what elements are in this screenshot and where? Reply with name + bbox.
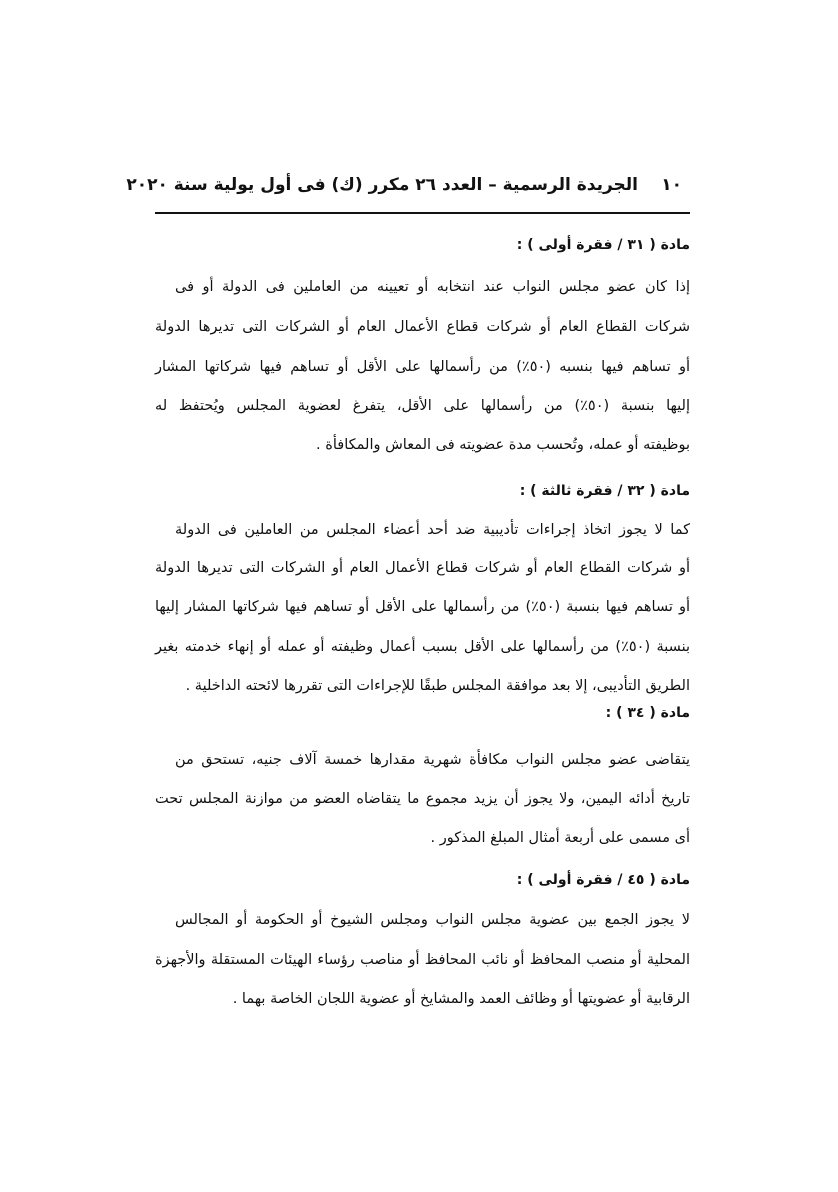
text-line: إذا كان عضو مجلس النواب عند انتخابه أو تعيينه من العاملين فى الدولة أو فى (175, 279, 690, 295)
text-line: بنسبة (٥٠٪) من رأسمالها على الأقل بسبب أعمال وظيفته أو عمله أو إنهاء خدمته بغير (155, 639, 690, 655)
article-heading: مادة ( ٤٥ / فقرة أولى ) : (516, 872, 690, 888)
article-heading: مادة ( ٣٢ / فقرة ثالثة ) : (519, 483, 690, 499)
page-number: ١٠ (661, 175, 682, 195)
text-line: كما لا يجوز اتخاذ إجراءات تأديبية ضد أحد أعضاء المجلس من العاملين فى الدولة (175, 522, 690, 538)
text-line: لا يجوز الجمع بين عضوية مجلس النواب ومجلس الشيوخ أو الحكومة أو المجالس (175, 912, 690, 928)
article-heading: مادة ( ٣١ / فقرة أولى ) : (516, 237, 690, 253)
text-line: أى مسمى على أربعة أمثال المبلغ المذكور . (430, 830, 690, 846)
text-line: الرقابية أو عضويتها أو وظائف العمد والمشايخ أو عضوية اللجان الخاصة بهما . (232, 991, 690, 1007)
text-line: يتقاضى عضو مجلس النواب مكافأة شهرية مقدارها خمسة آلاف جنيه، تستحق من (175, 752, 690, 768)
text-line: إليها بنسبة (٥٠٪) من رأسمالها على الأقل، يتفرغ لعضوية المجلس ويُحتفظ له (155, 398, 691, 414)
text-line: أو تساهم فيها بنسبة (٥٠٪) من رأسمالها على الأقل أو تساهم فيها شركاتها المشار إليها (155, 599, 691, 615)
text-line: أو شركات القطاع العام أو شركات قطاع الأعمال العام أو الشركات التى تديرها الدولة (155, 560, 690, 576)
text-line: بوظيفته أو عمله، وتُحسب مدة عضويته فى المعاش والمكافأة . (316, 437, 690, 453)
text-line: أو تساهم فيها بنسبه (٥٠٪) من رأسمالها على الأقل أو تساهم فيها شركاتها المشار (155, 359, 690, 375)
header-divider (155, 212, 690, 214)
text-line: الطريق التأديبى، إلا بعد موافقة المجلس طبقًا للإجراءات التى تقررها لائحته الداخلية . (185, 678, 690, 694)
text-line: تاريخ أدائه اليمين، ولا يجوز أن يزيد مجموع ما يتقاضاه العضو من موازنة المجلس تحت (155, 791, 690, 807)
text-line: شركات القطاع العام أو شركات قطاع الأعمال العام أو الشركات التى تديرها الدولة (155, 319, 690, 335)
text-line: المحلية أو منصب المحافظ أو نائب المحافظ أو مناصب رؤساء الهيئات المستقلة والأجهزة (155, 952, 690, 968)
article-heading: مادة ( ٣٤ ) : (605, 705, 690, 721)
gazette-title: الجريدة الرسمية – العدد ٢٦ مكرر (ك) فى أول يولية سنة ٢٠٢٠ (126, 175, 638, 195)
